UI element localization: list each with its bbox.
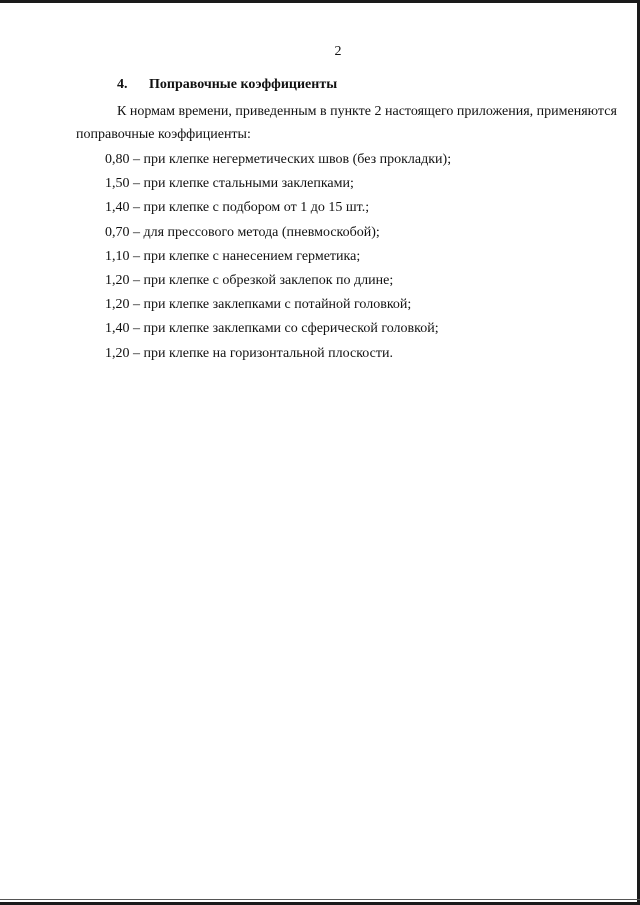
coefficients-list	[105, 148, 451, 366]
coefficient-item: 1,20 – при клепке на горизонтальной плоскости.	[105, 345, 393, 361]
intro-paragraph-line-2: поправочные коэффициенты:	[76, 127, 251, 142]
coefficient-item: 1,10 – при клепке с нанесением герметика;	[105, 248, 361, 264]
coefficient-item: 0,80 – при клепке негерметических швов (без прокладки);	[105, 152, 452, 167]
coefficient-item: 1,40 – при клепке заклепками со сферической головкой;	[105, 321, 439, 337]
scan-border-bottom-inner	[0, 899, 640, 900]
coefficient-item: 1,50 – при клепке стальными заклепками;	[105, 176, 354, 192]
page-number: 2	[334, 44, 342, 59]
section-number: 4.	[117, 77, 128, 92]
intro-paragraph-line-1: К нормам времени, приведенным в пункте 2 настоящего приложения, применяются	[117, 104, 617, 119]
section-title: Поправочные коэффициенты	[149, 77, 338, 92]
section-heading	[117, 77, 337, 93]
coefficient-item: 1,40 – при клепке с подбором от 1 до 15 шт.;	[105, 200, 370, 216]
coefficient-item: 1,20 – при клепке с обрезкой заклепок по длине;	[105, 272, 394, 288]
coefficient-item: 1,20 – при клепке заклепками с потайной головкой;	[105, 297, 412, 313]
scan-border-top	[0, 0, 640, 3]
coefficient-item: 0,70 – для прессового метода (пневмоскобой);	[105, 224, 380, 240]
